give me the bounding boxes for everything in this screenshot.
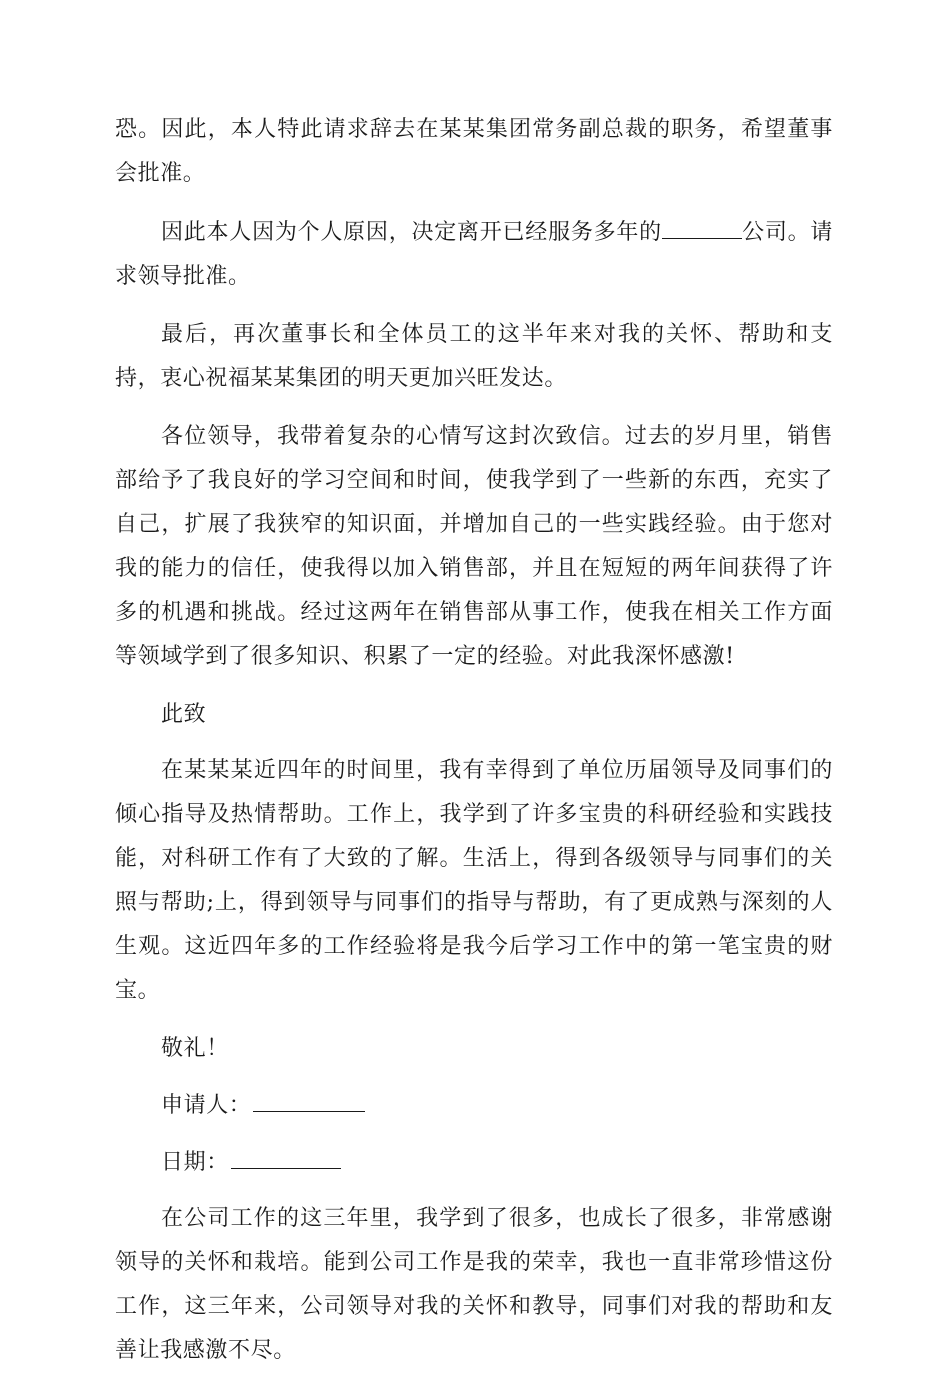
paragraph-leave-company: [115, 210, 833, 299]
document-page: [115, 108, 833, 1387]
date-line: [115, 1140, 833, 1185]
date-blank: [231, 1140, 341, 1169]
closing-salutation: 此致: [161, 702, 207, 727]
paragraph-leave-company-text-before: 因此本人因为个人原因，决定离开已经服务多年的: [161, 220, 662, 245]
paragraph-leave-company-text-after: 公司。请求领导批准。: [115, 220, 833, 289]
paragraph-four-years: 在某某某近四年的时间里，我有幸得到了单位历届领导及同事们的倾心指导及热情帮助。工作上，我学到了许多宝贵的科研经验和实践技能，对科研工作有了大致的了解。生活上，得到各级领导与同事们的关照与帮助;上，得到领导与同事们的指导与帮助，有了更成熟与深刻的人生观。这近四年多的工作经验将是我今后学习工作中的第一笔宝贵的财宝。: [115, 758, 833, 1003]
applicant-label: 申请人：: [161, 1093, 252, 1118]
paragraph-resignation-request: 恐。因此，本人特此请求辞去在某某集团常务副总裁的职务，希望董事会批准。: [115, 117, 833, 186]
paragraph-three-years: 在公司工作的这三年里，我学到了很多，也成长了很多，非常感谢领导的关怀和栽培。能到公司工作是我的荣幸，我也一直非常珍惜这份工作，这三年来，公司领导对我的关怀和教导，同事们对我的帮助和友善让我感激不尽。: [115, 1206, 833, 1363]
paragraph-thanks: 最后，再次董事长和全体员工的这半年来对我的关怀、帮助和支持，衷心祝福某某集团的明天更加兴旺发达。: [115, 322, 833, 391]
date-label: 日期：: [161, 1150, 229, 1175]
closing-regards: 敬礼！: [161, 1036, 229, 1061]
applicant-line: [115, 1083, 833, 1128]
paragraph-sales-experience: 各位领导，我带着复杂的心情写这封次致信。过去的岁月里，销售部给予了我良好的学习空间和时间，使我学到了一些新的东西，充实了自己，扩展了我狭窄的知识面，并增加自己的一些实践经验。由于您对我的能力的信任，使我得以加入销售部，并且在短短的两年间获得了许多的机遇和挑战。经过这两年在销售部从事工作，使我在相关工作方面等领域学到了很多知识、积累了一定的经验。对此我深怀感激!: [115, 424, 833, 669]
applicant-signature-blank: [253, 1083, 365, 1112]
company-name-blank: [662, 210, 742, 239]
